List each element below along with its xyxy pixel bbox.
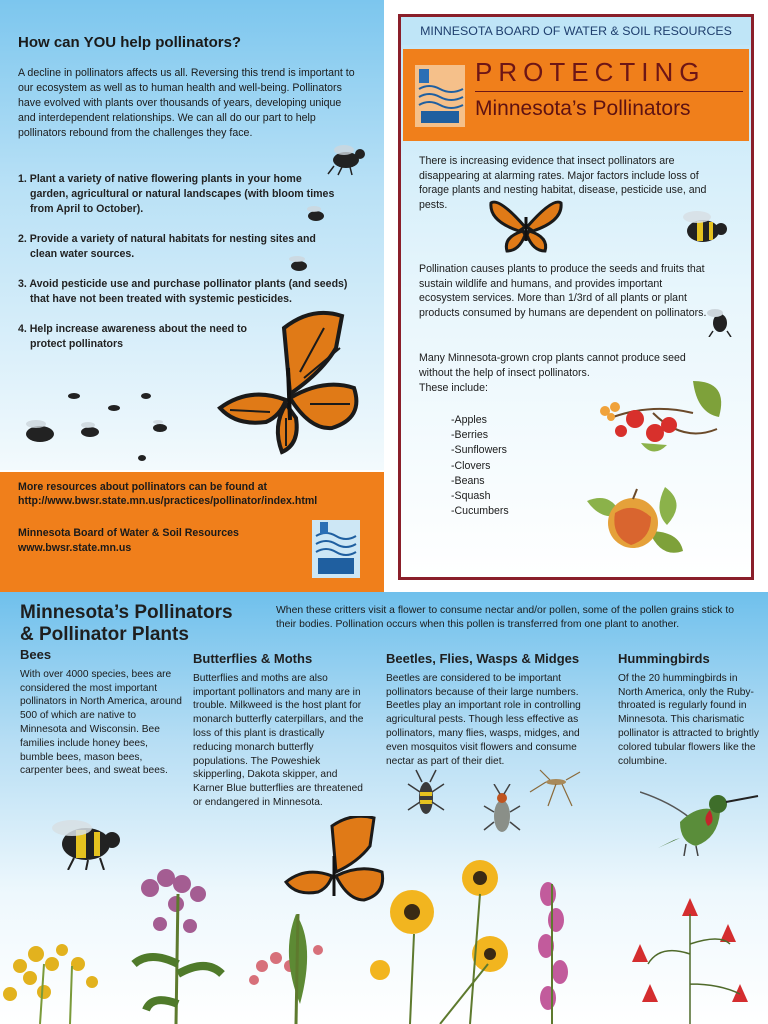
help-item-2: 2. Provide a variety of natural habitats for nesting sites and clean water sources. <box>18 233 316 260</box>
title-divider <box>475 91 743 92</box>
bwsr-logo-icon <box>413 63 467 129</box>
cover-para-1: There is increasing evidence that insect pollinators are disappearing at alarming rates. Major factors include loss of forage plants and nesting habitat, disease, pesticide use, and pests. <box>419 155 707 211</box>
butterflies-title: Butterflies & Moths <box>193 651 313 666</box>
pollinators-section <box>0 592 768 1024</box>
help-pollinators-panel <box>0 0 384 470</box>
bee-icon <box>302 202 330 226</box>
agency-name: MINNESOTA BOARD OF WATER & SOIL RESOURCES <box>401 17 751 45</box>
crop-item: -Beans <box>451 474 485 487</box>
bee-icon <box>284 252 314 276</box>
cover-panel <box>398 14 754 580</box>
resources-panel <box>0 472 384 592</box>
crop-item: -Apples <box>451 414 487 426</box>
crop-list <box>451 413 509 519</box>
beetles-text: Beetles are considered to be important pollinators because of their large numbers. Beetles play an important role in controlling agricultural pests. Though less effective as pollinators, many flies, wasps, midges, and even mosquitos visit flowers and consume nectar as part of their diet. <box>386 672 581 767</box>
crop-item: -Clovers <box>451 459 491 472</box>
wildflower-icon <box>0 854 768 1024</box>
section-title-line-2: & Pollinator Plants <box>20 624 189 645</box>
crop-item: -Squash <box>451 490 491 503</box>
section-title <box>20 602 233 646</box>
org-website[interactable]: www.bwsr.state.mn.us <box>18 542 132 554</box>
crop-item: -Berries <box>451 429 489 442</box>
help-item-3: 3. Avoid pesticide use and purchase pollinator plants (and seeds) that have not been treated with systemic pesticides. <box>18 278 348 305</box>
help-heading: How can YOU help pollinators? <box>18 34 242 51</box>
hummingbird-icon <box>640 782 760 856</box>
section-intro: When these critters visit a flower to consume nectar and/or pollen, some of the pollen grains stick to their bodies. Pollination occurs when this pollen is transferred from one plant to another. <box>276 605 734 630</box>
cover-para-3: Many Minnesota-grown crop plants cannot produce seed without the help of insect pollinators. <box>419 352 686 379</box>
cover-para-2: Pollination causes plants to produce the seeds and fruits that sustain wildlife and humans, and provides important ecosystem services. More than 1/3rd of all plants or plant products consumed by humans are dependent on pollinators. <box>419 263 707 319</box>
bumblebee-icon <box>673 205 733 249</box>
hummingbirds-title: Hummingbirds <box>618 651 710 666</box>
help-item-4: 4. Help increase awareness about the need to protect pollinators <box>18 323 248 350</box>
org-name: Minnesota Board of Water & Soil Resources <box>18 527 239 539</box>
beetles-column <box>386 652 600 768</box>
apple-icon <box>581 481 691 565</box>
beetle-icon <box>482 784 522 840</box>
bees-column <box>20 647 184 778</box>
monarch-butterfly-icon <box>489 197 563 255</box>
mosquito-icon <box>526 768 582 808</box>
cover-title-2: Minnesota’s Pollinators <box>475 97 691 120</box>
bee-swarm-icon <box>14 384 184 468</box>
resources-line: More resources about pollinators can be found at <box>18 481 267 493</box>
resources-link[interactable]: http://www.bwsr.state.mn.us/practices/pollinator/index.html <box>18 495 318 507</box>
section-title-line-1: Minnesota’s Pollinators <box>20 602 233 623</box>
raspberry-icon <box>593 373 733 459</box>
butterflies-column <box>193 652 365 810</box>
monarch-butterfly-icon <box>214 308 364 458</box>
title-box <box>403 49 749 141</box>
bwsr-logo-icon <box>310 516 362 582</box>
help-item-1: 1. Plant a variety of native flowering plants in your home garden, agricultural or natural landscapes (with bloom times from April to October). <box>18 173 335 215</box>
bees-title: Bees <box>20 647 52 662</box>
cover-title-1: PROTECTING <box>475 57 706 87</box>
hummingbirds-text: Of the 20 hummingbirds in North America, only the Ruby-throated is regularly found in Minnesota. This charismatic pollinator is attracted to brightly colored tubular flowers like the columbine. <box>618 672 759 767</box>
crops-label: These include: <box>419 382 488 394</box>
hummingbirds-column <box>618 652 760 768</box>
bees-text: With over 4000 species, bees are considered the most important pollinators in North America, around 500 of which are native to Minnesota and Wisconsin. Bee families include honey bees, bumble bees, mason bees, carpenter bees, and sweat bees. <box>20 668 182 777</box>
beetles-title: Beetles, Flies, Wasps & Midges <box>386 651 580 666</box>
bumblebee-icon <box>324 136 370 176</box>
help-intro: A decline in pollinators affects us all. Reversing this trend is important to our ecosystem as well as to human health and well-being. Pollinators have evolved with plants over thousands of years, developing unique and interdependent relationships. We can all do our part to help pollinators rebound from the challenges they face. <box>18 67 355 139</box>
crop-item: -Sunflowers <box>451 444 507 457</box>
bee-icon <box>703 303 737 337</box>
crop-item: -Cucumbers <box>451 505 509 518</box>
butterflies-text: Butterflies and moths are also important pollinators and many are in trouble. Milkweed is the host plant for monarch butterfly caterpillars, and the loss of this plant is drastically reducing monarch butterfly populations. The Poweshiek skipperling, Dakota skipper, and Karner Blue butterflies are threatened or endangered in Minnesota. <box>193 672 364 808</box>
beetle-icon <box>406 768 446 828</box>
